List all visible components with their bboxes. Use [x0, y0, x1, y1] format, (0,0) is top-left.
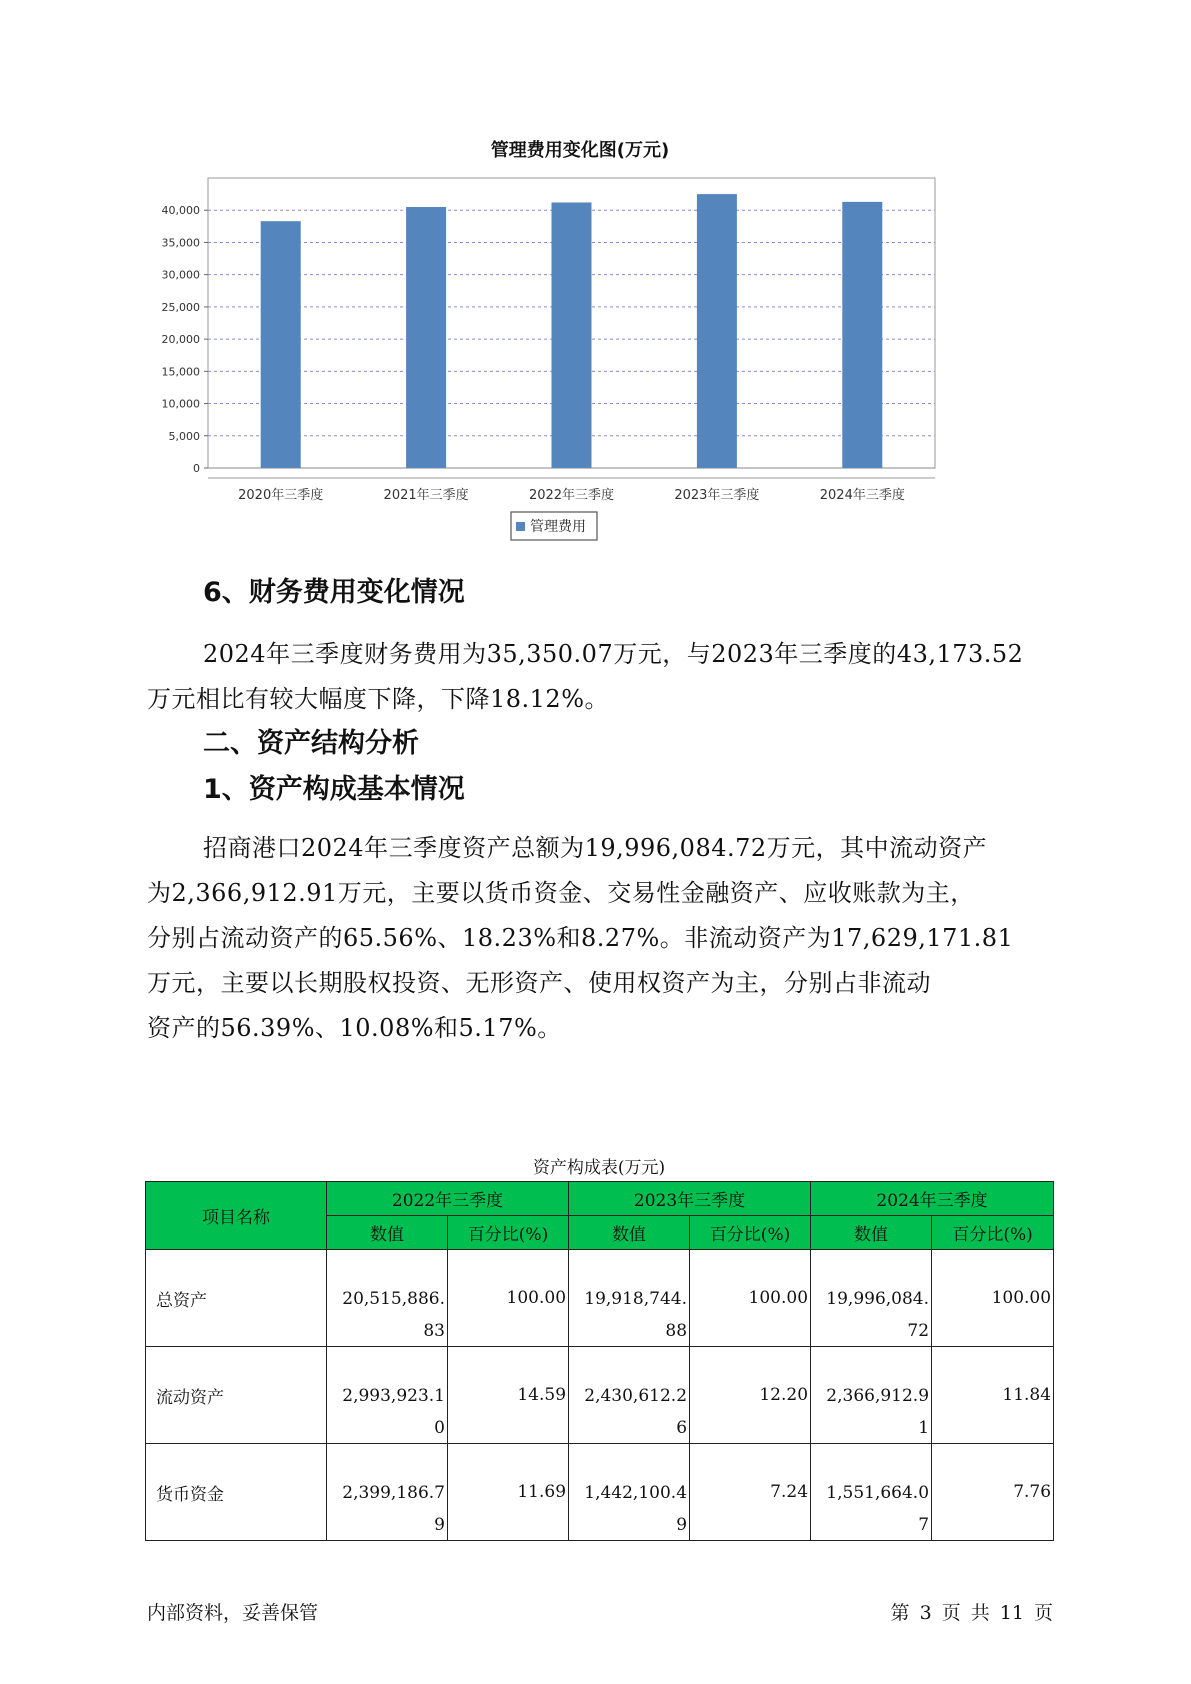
row-name: 总资产 — [146, 1250, 327, 1347]
value-part-1: 2,993,923.1 — [342, 1386, 445, 1406]
footer-confidential: 内部资料，妥善保管 — [147, 1602, 319, 1624]
value-cell — [569, 1250, 690, 1347]
value-part-1: 1,551,664.0 — [826, 1483, 930, 1503]
value-cell — [327, 1347, 448, 1444]
percent-cell: 100.00 — [448, 1250, 569, 1347]
y-tick-label: 20,000 — [161, 333, 200, 347]
percent-cell: 100.00 — [690, 1250, 811, 1347]
value-cell — [811, 1444, 932, 1541]
header-value: 数值 — [569, 1216, 690, 1250]
y-tick-label: 25,000 — [161, 300, 200, 314]
header-item-name: 项目名称 — [146, 1182, 327, 1250]
footer-page-number: 第 3 页 共 11 页 — [890, 1602, 1053, 1624]
value-part-1: 20,515,886. — [342, 1289, 445, 1309]
table-caption: 资产构成表(万元) — [532, 1158, 666, 1178]
header-percent: 百分比(%) — [448, 1216, 569, 1250]
percent-cell: 100.00 — [932, 1250, 1054, 1347]
x-category-label: 2020年三季度 — [238, 488, 324, 503]
value-part-1: 2,399,186.7 — [342, 1483, 445, 1503]
percent-cell: 11.69 — [448, 1444, 569, 1541]
header-period-2023: 2023年三季度 — [569, 1182, 811, 1216]
value-part-2: 7 — [918, 1515, 930, 1535]
asset-paragraph — [147, 826, 1087, 1051]
y-axis-ticks — [162, 204, 209, 475]
row-name: 货币资金 — [146, 1444, 327, 1541]
chart-title: 管理费用变化图(万元) — [490, 140, 670, 161]
value-part-2: 6 — [676, 1418, 688, 1438]
x-category-label: 2021年三季度 — [383, 488, 469, 503]
legend-swatch — [516, 522, 525, 531]
bar — [406, 207, 446, 468]
asset-composition-heading: 1、资产构成基本情况 — [203, 774, 465, 805]
percent-cell: 7.76 — [932, 1444, 1054, 1541]
value-part-2: 72 — [907, 1321, 930, 1341]
x-axis-labels — [238, 487, 905, 503]
section-6-paragraph — [147, 632, 1087, 722]
section-6-heading: 6、财务费用变化情况 — [203, 577, 465, 608]
value-cell — [811, 1347, 932, 1444]
table-row — [146, 1347, 1054, 1444]
bar — [261, 221, 301, 468]
x-category-label: 2023年三季度 — [674, 488, 760, 503]
asset-line-1: 招商港口2024年三季度资产总额为19,996,084.72万元，其中流动资产 — [203, 834, 988, 862]
header-percent: 百分比(%) — [690, 1216, 811, 1250]
header-period-2022: 2022年三季度 — [327, 1182, 569, 1216]
x-category-label: 2022年三季度 — [528, 488, 615, 503]
value-part-2: 9 — [676, 1515, 688, 1535]
percent-cell: 14.59 — [448, 1347, 569, 1444]
asset-line-5: 资产的56.39%、10.08%和5.17%。 — [147, 1014, 562, 1042]
section-6-line-1: 2024年三季度财务费用为35,350.07万元，与2023年三季度的43,173.52 — [203, 640, 1024, 668]
y-tick-label: 5,000 — [168, 429, 200, 443]
bar — [697, 194, 737, 468]
value-cell — [327, 1250, 448, 1347]
row-name: 流动资产 — [146, 1347, 327, 1444]
bar — [552, 202, 592, 468]
value-part-2: 88 — [665, 1321, 688, 1341]
value-part-1: 2,430,612.2 — [584, 1386, 688, 1406]
percent-cell: 11.84 — [932, 1347, 1054, 1444]
value-part-1: 19,996,084. — [826, 1289, 930, 1309]
value-part-2: 9 — [434, 1515, 445, 1535]
y-tick-label: 0 — [193, 462, 200, 475]
bar — [842, 202, 882, 468]
asset-line-2: 为2,366,912.91万元，主要以货币资金、交易性金融资产、应收账款为主， — [147, 879, 975, 907]
value-part-2: 0 — [434, 1418, 445, 1438]
chart-svg — [150, 140, 1010, 590]
x-category-label: 2024年三季度 — [819, 488, 905, 503]
asset-line-4: 万元，主要以长期股权投资、无形资产、使用权资产为主，分别占非流动 — [147, 969, 931, 997]
value-part-1: 2,366,912.9 — [826, 1386, 930, 1406]
value-part-1: 19,918,744. — [584, 1289, 688, 1309]
section-6-line-2: 万元相比有较大幅度下降，下降18.12%。 — [147, 685, 610, 713]
asset-structure-heading: 二、资产结构分析 — [203, 728, 419, 759]
value-part-1: 1,442,100.4 — [584, 1483, 688, 1503]
value-part-2: 83 — [423, 1321, 445, 1341]
table-row — [146, 1250, 1054, 1347]
y-tick-label: 10,000 — [161, 397, 200, 411]
header-period-2024: 2024年三季度 — [811, 1182, 1054, 1216]
admin-expense-chart — [150, 140, 1010, 590]
asset-composition-table — [145, 1181, 1054, 1541]
y-tick-label: 15,000 — [161, 365, 200, 379]
value-cell — [569, 1347, 690, 1444]
y-tick-label: 30,000 — [161, 268, 200, 282]
header-value: 数值 — [811, 1216, 932, 1250]
value-cell — [811, 1250, 932, 1347]
value-cell — [569, 1444, 690, 1541]
percent-cell: 7.24 — [690, 1444, 811, 1541]
y-tick-label: 40,000 — [161, 204, 200, 218]
value-cell — [327, 1444, 448, 1541]
header-value: 数值 — [327, 1216, 448, 1250]
value-part-2: 1 — [918, 1418, 930, 1438]
legend — [511, 512, 597, 540]
asset-line-3: 分别占流动资产的65.56%、18.23%和8.27%。非流动资产为17,629,171.81 — [147, 924, 1014, 952]
legend-label: 管理费用 — [530, 519, 586, 535]
y-tick-label: 35,000 — [161, 236, 200, 250]
percent-cell: 12.20 — [690, 1347, 811, 1444]
table-row — [146, 1444, 1054, 1541]
header-percent: 百分比(%) — [932, 1216, 1054, 1250]
